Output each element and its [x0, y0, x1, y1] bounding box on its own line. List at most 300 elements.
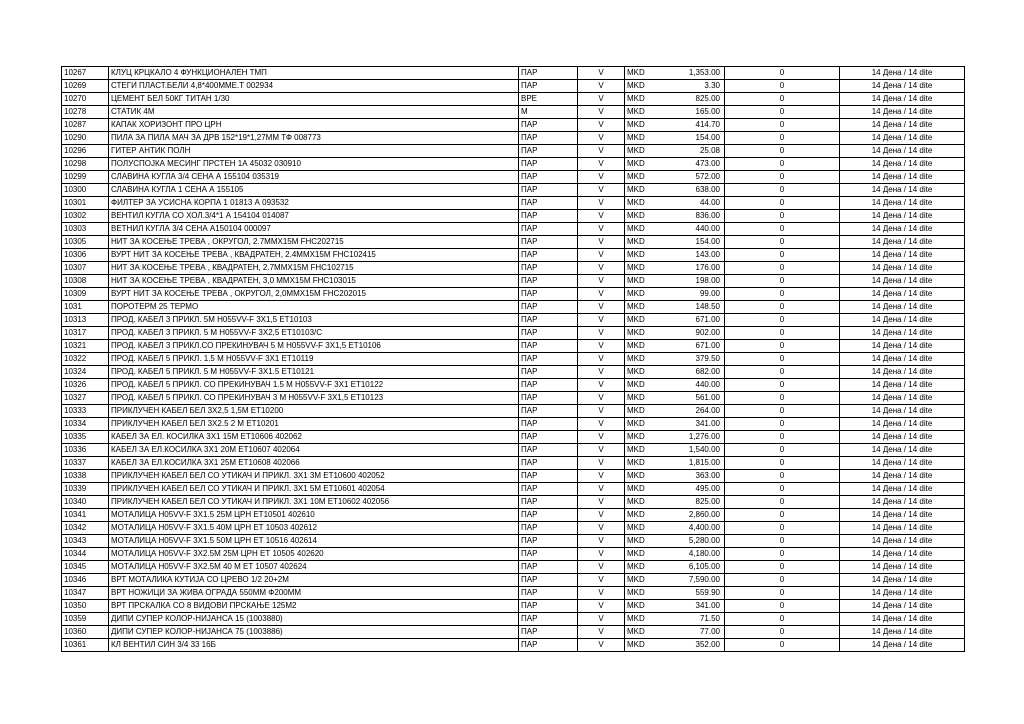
item-currency: MKD: [625, 314, 657, 327]
item-name: ПОРОТЕРМ 25 ТЕРМО: [109, 301, 519, 314]
item-code: 10327: [62, 392, 109, 405]
item-unit: ПАР: [519, 379, 578, 392]
item-delivery-time: 14 Дена / 14 dite: [840, 613, 965, 626]
item-quantity: 0: [725, 301, 840, 314]
item-price: 495.00: [657, 483, 725, 496]
item-price: 572.00: [657, 171, 725, 184]
table-row: [62, 93, 965, 106]
item-quantity: 0: [725, 67, 840, 80]
table-row: [62, 587, 965, 600]
item-name: ВРТ ПРСКАЛКА СО 8 ВИДОВИ ПРСКАЊЕ 125М2: [109, 600, 519, 613]
item-currency: MKD: [625, 379, 657, 392]
item-unit: ПАР: [519, 67, 578, 80]
item-currency: MKD: [625, 522, 657, 535]
item-unit: ПАР: [519, 288, 578, 301]
item-name: ПИЛА ЗА ПИЛА МАЧ ЗА ДРВ 152*19*1,27ММ ТФ 008773: [109, 132, 519, 145]
item-code: 10278: [62, 106, 109, 119]
item-currency: MKD: [625, 262, 657, 275]
item-quantity: 0: [725, 626, 840, 639]
item-delivery-time: 14 Дена / 14 dite: [840, 327, 965, 340]
item-currency: MKD: [625, 171, 657, 184]
item-delivery-time: 14 Дена / 14 dite: [840, 314, 965, 327]
table-row: [62, 171, 965, 184]
item-quantity: 0: [725, 574, 840, 587]
item-flag: V: [578, 106, 625, 119]
item-unit: ПАР: [519, 171, 578, 184]
item-currency: MKD: [625, 483, 657, 496]
item-price: 1,815.00: [657, 457, 725, 470]
item-quantity: 0: [725, 197, 840, 210]
item-name: ВРТ МОТАЛИКА КУТИЈА СО ЦРЕВО 1/2 20+2М: [109, 574, 519, 587]
item-delivery-time: 14 Дена / 14 dite: [840, 158, 965, 171]
item-unit: ПАР: [519, 587, 578, 600]
item-flag: V: [578, 522, 625, 535]
item-unit: ПАР: [519, 574, 578, 587]
item-name: НИТ ЗА КОСЕЊЕ ТРЕВА , КВАДРАТЕН, 3,0 ММХ15М FHC103015: [109, 275, 519, 288]
table-row: [62, 405, 965, 418]
item-flag: V: [578, 418, 625, 431]
item-currency: MKD: [625, 275, 657, 288]
item-unit: ПАР: [519, 600, 578, 613]
item-quantity: 0: [725, 210, 840, 223]
table-row: [62, 639, 965, 652]
item-flag: V: [578, 366, 625, 379]
item-unit: ПАР: [519, 119, 578, 132]
item-name: ПРОД. КАБЕЛ 5 ПРИКЛ. 5 М H055VV-F 3X1.5 ЕТ10121: [109, 366, 519, 379]
item-name: НИТ ЗА КОСЕЊЕ ТРЕВА , ОКРУГОЛ, 2.7ММХ15М FHC202715: [109, 236, 519, 249]
item-unit: ПАР: [519, 236, 578, 249]
item-currency: MKD: [625, 405, 657, 418]
item-quantity: 0: [725, 158, 840, 171]
item-name: ВУРТ НИТ ЗА КОСЕЊЕ ТРЕВА , ОКРУГОЛ, 2,0ММХ15М FHC202015: [109, 288, 519, 301]
item-name: КЛУЦ КРЦКАЛО 4 ФУНКЦИОНАЛЕН ТМП: [109, 67, 519, 80]
item-name: ПОЛУСПОЈКА МЕСИНГ ПРСТЕН 1А 45032 030910: [109, 158, 519, 171]
item-code: 10267: [62, 67, 109, 80]
item-code: 10339: [62, 483, 109, 496]
item-flag: V: [578, 327, 625, 340]
item-delivery-time: 14 Дена / 14 dite: [840, 366, 965, 379]
item-quantity: 0: [725, 561, 840, 574]
item-currency: MKD: [625, 301, 657, 314]
item-code: 10302: [62, 210, 109, 223]
item-unit: ПАР: [519, 223, 578, 236]
item-code: 10350: [62, 600, 109, 613]
item-quantity: 0: [725, 119, 840, 132]
item-currency: MKD: [625, 548, 657, 561]
item-delivery-time: 14 Дена / 14 dite: [840, 639, 965, 652]
item-flag: V: [578, 444, 625, 457]
item-quantity: 0: [725, 392, 840, 405]
item-flag: V: [578, 210, 625, 223]
item-quantity: 0: [725, 470, 840, 483]
item-unit: ПАР: [519, 314, 578, 327]
table-row: [62, 80, 965, 93]
item-unit: ПАР: [519, 392, 578, 405]
item-delivery-time: 14 Дена / 14 dite: [840, 249, 965, 262]
item-unit: ПАР: [519, 275, 578, 288]
item-name: КАБЕЛ ЗА ЕЛ.КОСИЛКА 3Х1 25М ЕТ10608 402066: [109, 457, 519, 470]
item-unit: ПАР: [519, 80, 578, 93]
item-price: 5,280.00: [657, 535, 725, 548]
table-row: [62, 418, 965, 431]
item-currency: MKD: [625, 535, 657, 548]
item-price: 154.00: [657, 132, 725, 145]
item-currency: MKD: [625, 340, 657, 353]
item-currency: MKD: [625, 80, 657, 93]
item-price: 561.00: [657, 392, 725, 405]
table-row: [62, 444, 965, 457]
item-delivery-time: 14 Дена / 14 dite: [840, 470, 965, 483]
item-name: КАБЕЛ ЗА ЕЛ. КОСИЛКА 3Х1 15М ЕТ10606 402062: [109, 431, 519, 444]
item-flag: V: [578, 158, 625, 171]
item-flag: V: [578, 145, 625, 158]
table-row: [62, 522, 965, 535]
item-name: ПРОД. КАБЕЛ 3 ПРИКЛ. 5М H055VV-F 3X1,5 ЕТ10103: [109, 314, 519, 327]
item-price: 176.00: [657, 262, 725, 275]
item-delivery-time: 14 Дена / 14 dite: [840, 587, 965, 600]
item-flag: V: [578, 262, 625, 275]
item-price: 7,590.00: [657, 574, 725, 587]
item-quantity: 0: [725, 535, 840, 548]
item-price: 671.00: [657, 340, 725, 353]
item-flag: V: [578, 197, 625, 210]
item-quantity: 0: [725, 613, 840, 626]
item-quantity: 0: [725, 353, 840, 366]
table-row: [62, 535, 965, 548]
item-price: 440.00: [657, 223, 725, 236]
item-quantity: 0: [725, 600, 840, 613]
item-code: 10303: [62, 223, 109, 236]
item-code: 10298: [62, 158, 109, 171]
item-price: 341.00: [657, 418, 725, 431]
table-row: [62, 158, 965, 171]
table-row: [62, 470, 965, 483]
item-unit: ПАР: [519, 210, 578, 223]
item-unit: ПАР: [519, 145, 578, 158]
item-flag: V: [578, 301, 625, 314]
item-quantity: 0: [725, 444, 840, 457]
item-quantity: 0: [725, 132, 840, 145]
item-price: 902.00: [657, 327, 725, 340]
item-flag: V: [578, 405, 625, 418]
item-name: СТАТИК 4М: [109, 106, 519, 119]
table-row: [62, 132, 965, 145]
item-quantity: 0: [725, 587, 840, 600]
item-unit: М: [519, 106, 578, 119]
item-flag: V: [578, 613, 625, 626]
item-name: СЛАВИНА КУГЛА 1 СЕНА А 155105: [109, 184, 519, 197]
table-row: [62, 392, 965, 405]
item-delivery-time: 14 Дена / 14 dite: [840, 626, 965, 639]
item-currency: MKD: [625, 600, 657, 613]
item-quantity: 0: [725, 106, 840, 119]
table-row: [62, 223, 965, 236]
item-code: 10359: [62, 613, 109, 626]
item-flag: V: [578, 93, 625, 106]
item-quantity: 0: [725, 431, 840, 444]
item-delivery-time: 14 Дена / 14 dite: [840, 236, 965, 249]
item-currency: MKD: [625, 197, 657, 210]
item-unit: ПАР: [519, 548, 578, 561]
item-flag: V: [578, 379, 625, 392]
item-currency: MKD: [625, 106, 657, 119]
item-delivery-time: 14 Дена / 14 dite: [840, 262, 965, 275]
item-code: 10341: [62, 509, 109, 522]
item-code: 10346: [62, 574, 109, 587]
item-quantity: 0: [725, 379, 840, 392]
item-unit: ПАР: [519, 535, 578, 548]
item-name: ПРИКЛУЧЕН КАБЕЛ БЕЛ СО УТИКАЧ И ПРИКЛ. 3Х1 5М ЕТ10601 402054: [109, 483, 519, 496]
item-price: 143.00: [657, 249, 725, 262]
table-row: [62, 509, 965, 522]
item-price: 440.00: [657, 379, 725, 392]
item-name: ПРОД. КАБЕЛ 5 ПРИКЛ. СО ПРЕКИНУВАЧ 3 М H055VV-F 3X1,5 ЕТ10123: [109, 392, 519, 405]
item-code: 10301: [62, 197, 109, 210]
item-flag: V: [578, 600, 625, 613]
item-delivery-time: 14 Дена / 14 dite: [840, 80, 965, 93]
item-name: ПРОД. КАБЕЛ 3 ПРИКЛ. 5 М H055VV-F 3X2,5 ЕТ10103/С: [109, 327, 519, 340]
item-quantity: 0: [725, 171, 840, 184]
item-currency: MKD: [625, 93, 657, 106]
item-quantity: 0: [725, 340, 840, 353]
table-row: [62, 561, 965, 574]
item-name: МОТАЛИЦА H05VV-F 3X1.5 25М ЦРН ЕТ10501 402610: [109, 509, 519, 522]
item-quantity: 0: [725, 509, 840, 522]
item-unit: ПАР: [519, 639, 578, 652]
item-code: 10305: [62, 236, 109, 249]
table-row: [62, 496, 965, 509]
item-unit: ПАР: [519, 366, 578, 379]
item-delivery-time: 14 Дена / 14 dite: [840, 431, 965, 444]
item-quantity: 0: [725, 80, 840, 93]
item-name: КЛ ВЕНТИЛ СИН 3/4 33 16Б: [109, 639, 519, 652]
item-code: 10313: [62, 314, 109, 327]
item-price: 3.30: [657, 80, 725, 93]
item-name: ДИПИ СУПЕР КОЛОР-НИЈАНСА 15 (1003880): [109, 613, 519, 626]
item-code: 10340: [62, 496, 109, 509]
table-row: [62, 184, 965, 197]
item-unit: ПАР: [519, 184, 578, 197]
item-name: ВЕНТИЛ КУГЛА СО ХОЛ.3/4*1 А 154104 014087: [109, 210, 519, 223]
item-delivery-time: 14 Дена / 14 dite: [840, 353, 965, 366]
item-code: 10321: [62, 340, 109, 353]
item-flag: V: [578, 587, 625, 600]
item-quantity: 0: [725, 223, 840, 236]
item-delivery-time: 14 Дена / 14 dite: [840, 392, 965, 405]
item-code: 10326: [62, 379, 109, 392]
item-name: ПРОД. КАБЕЛ 5 ПРИКЛ. СО ПРЕКИНУВАЧ 1.5 М H055VV-F 3X1 ЕТ10122: [109, 379, 519, 392]
item-code: 10317: [62, 327, 109, 340]
item-quantity: 0: [725, 262, 840, 275]
item-delivery-time: 14 Дена / 14 dite: [840, 145, 965, 158]
item-currency: MKD: [625, 353, 657, 366]
item-flag: V: [578, 509, 625, 522]
item-code: 10337: [62, 457, 109, 470]
item-flag: V: [578, 483, 625, 496]
item-delivery-time: 14 Дена / 14 dite: [840, 184, 965, 197]
item-unit: ПАР: [519, 626, 578, 639]
item-price: 165.00: [657, 106, 725, 119]
item-price: 352.00: [657, 639, 725, 652]
item-delivery-time: 14 Дена / 14 dite: [840, 275, 965, 288]
item-currency: MKD: [625, 132, 657, 145]
item-delivery-time: 14 Дена / 14 dite: [840, 561, 965, 574]
table-row: [62, 600, 965, 613]
item-code: 10308: [62, 275, 109, 288]
item-name: КАПАК ХОРИЗОНТ ПРО ЦРН: [109, 119, 519, 132]
item-quantity: 0: [725, 93, 840, 106]
item-unit: ПАР: [519, 496, 578, 509]
item-unit: ПАР: [519, 249, 578, 262]
item-currency: MKD: [625, 366, 657, 379]
item-unit: ПАР: [519, 262, 578, 275]
item-price: 559.90: [657, 587, 725, 600]
item-flag: V: [578, 249, 625, 262]
item-currency: MKD: [625, 158, 657, 171]
item-unit: ПАР: [519, 197, 578, 210]
item-flag: V: [578, 496, 625, 509]
item-unit: ПАР: [519, 353, 578, 366]
item-delivery-time: 14 Дена / 14 dite: [840, 223, 965, 236]
item-name: ДИПИ СУПЕР КОЛОР-НИЈАНСА 75 (1003886): [109, 626, 519, 639]
item-name: МОТАЛИЦА H05VV-F 3X1.5 40М ЦРН ЕТ 10503 402612: [109, 522, 519, 535]
item-delivery-time: 14 Дена / 14 dite: [840, 496, 965, 509]
item-unit: ПАР: [519, 522, 578, 535]
item-unit: ПАР: [519, 405, 578, 418]
item-quantity: 0: [725, 314, 840, 327]
item-price: 638.00: [657, 184, 725, 197]
item-flag: V: [578, 132, 625, 145]
item-unit: ПАР: [519, 158, 578, 171]
table-row: [62, 236, 965, 249]
item-price: 414.70: [657, 119, 725, 132]
item-unit: ПАР: [519, 301, 578, 314]
price-list-table: [61, 66, 965, 652]
item-code: 10336: [62, 444, 109, 457]
item-flag: V: [578, 184, 625, 197]
item-code: 10299: [62, 171, 109, 184]
item-code: 1031: [62, 301, 109, 314]
item-unit: ПАР: [519, 561, 578, 574]
item-price: 77.00: [657, 626, 725, 639]
item-quantity: 0: [725, 483, 840, 496]
item-delivery-time: 14 Дена / 14 dite: [840, 418, 965, 431]
item-name: ПРОД. КАБЕЛ 3 ПРИКЛ.СО ПРЕКИНУВАЧ 5 М H055VV-F 3X1,5 ЕТ10106: [109, 340, 519, 353]
item-quantity: 0: [725, 457, 840, 470]
item-unit: ПАР: [519, 457, 578, 470]
item-delivery-time: 14 Дена / 14 dite: [840, 535, 965, 548]
item-delivery-time: 14 Дена / 14 dite: [840, 301, 965, 314]
item-flag: V: [578, 67, 625, 80]
item-quantity: 0: [725, 418, 840, 431]
item-price: 1,540.00: [657, 444, 725, 457]
item-delivery-time: 14 Дена / 14 dite: [840, 548, 965, 561]
table-row: [62, 67, 965, 80]
item-flag: V: [578, 236, 625, 249]
item-quantity: 0: [725, 639, 840, 652]
item-code: 10307: [62, 262, 109, 275]
item-currency: MKD: [625, 587, 657, 600]
item-delivery-time: 14 Дена / 14 dite: [840, 93, 965, 106]
table-row: [62, 106, 965, 119]
item-unit: ПАР: [519, 327, 578, 340]
item-quantity: 0: [725, 496, 840, 509]
item-delivery-time: 14 Дена / 14 dite: [840, 457, 965, 470]
item-delivery-time: 14 Дена / 14 dite: [840, 483, 965, 496]
item-price: 99.00: [657, 288, 725, 301]
table-row: [62, 210, 965, 223]
item-delivery-time: 14 Дена / 14 dite: [840, 509, 965, 522]
item-price: 4,180.00: [657, 548, 725, 561]
item-delivery-time: 14 Дена / 14 dite: [840, 444, 965, 457]
item-name: МОТАЛИЦА H05VV-F 3X2.5М 40 М ЕТ 10507 402624: [109, 561, 519, 574]
item-currency: MKD: [625, 288, 657, 301]
item-flag: V: [578, 470, 625, 483]
item-flag: V: [578, 275, 625, 288]
table-row: [62, 314, 965, 327]
item-price: 44.00: [657, 197, 725, 210]
item-currency: MKD: [625, 119, 657, 132]
item-code: 10343: [62, 535, 109, 548]
item-name: МОТАЛИЦА H05VV-F 3X2.5М 25М ЦРН ЕТ 10505 402620: [109, 548, 519, 561]
item-unit: ПАР: [519, 418, 578, 431]
item-currency: MKD: [625, 184, 657, 197]
item-delivery-time: 14 Дена / 14 dite: [840, 405, 965, 418]
item-flag: V: [578, 639, 625, 652]
item-flag: V: [578, 288, 625, 301]
item-currency: MKD: [625, 145, 657, 158]
item-currency: MKD: [625, 457, 657, 470]
item-code: 10347: [62, 587, 109, 600]
item-name: НИТ ЗА КОСЕЊЕ ТРЕВА , КВАДРАТЕН, 2.7ММХ15М FHC102715: [109, 262, 519, 275]
item-code: 10270: [62, 93, 109, 106]
table-row: [62, 119, 965, 132]
item-currency: MKD: [625, 561, 657, 574]
item-code: 10342: [62, 522, 109, 535]
item-unit: ПАР: [519, 509, 578, 522]
item-name: ПРИКЛУЧЕН КАБЕЛ БЕЛ 3Х2,5 1,5М ЕТ10200: [109, 405, 519, 418]
item-code: 10322: [62, 353, 109, 366]
item-flag: V: [578, 457, 625, 470]
item-code: 10333: [62, 405, 109, 418]
item-name: СЛАВИНА КУГЛА 3/4 СЕНА А 155104 035319: [109, 171, 519, 184]
item-delivery-time: 14 Дена / 14 dite: [840, 106, 965, 119]
item-code: 10335: [62, 431, 109, 444]
item-currency: MKD: [625, 574, 657, 587]
item-flag: V: [578, 119, 625, 132]
item-currency: MKD: [625, 496, 657, 509]
item-quantity: 0: [725, 327, 840, 340]
item-delivery-time: 14 Дена / 14 dite: [840, 340, 965, 353]
table-row: [62, 327, 965, 340]
table-row: [62, 574, 965, 587]
table-row: [62, 262, 965, 275]
item-code: 10360: [62, 626, 109, 639]
table-row: [62, 197, 965, 210]
item-quantity: 0: [725, 145, 840, 158]
item-quantity: 0: [725, 366, 840, 379]
item-name: ФИЛТЕР ЗА УСИСНА КОРПА 1 01813 А 093532: [109, 197, 519, 210]
table-row: [62, 288, 965, 301]
item-unit: ПАР: [519, 470, 578, 483]
item-price: 682.00: [657, 366, 725, 379]
item-code: 10309: [62, 288, 109, 301]
item-flag: V: [578, 340, 625, 353]
table-row: [62, 548, 965, 561]
item-code: 10338: [62, 470, 109, 483]
item-code: 10324: [62, 366, 109, 379]
item-currency: MKD: [625, 392, 657, 405]
